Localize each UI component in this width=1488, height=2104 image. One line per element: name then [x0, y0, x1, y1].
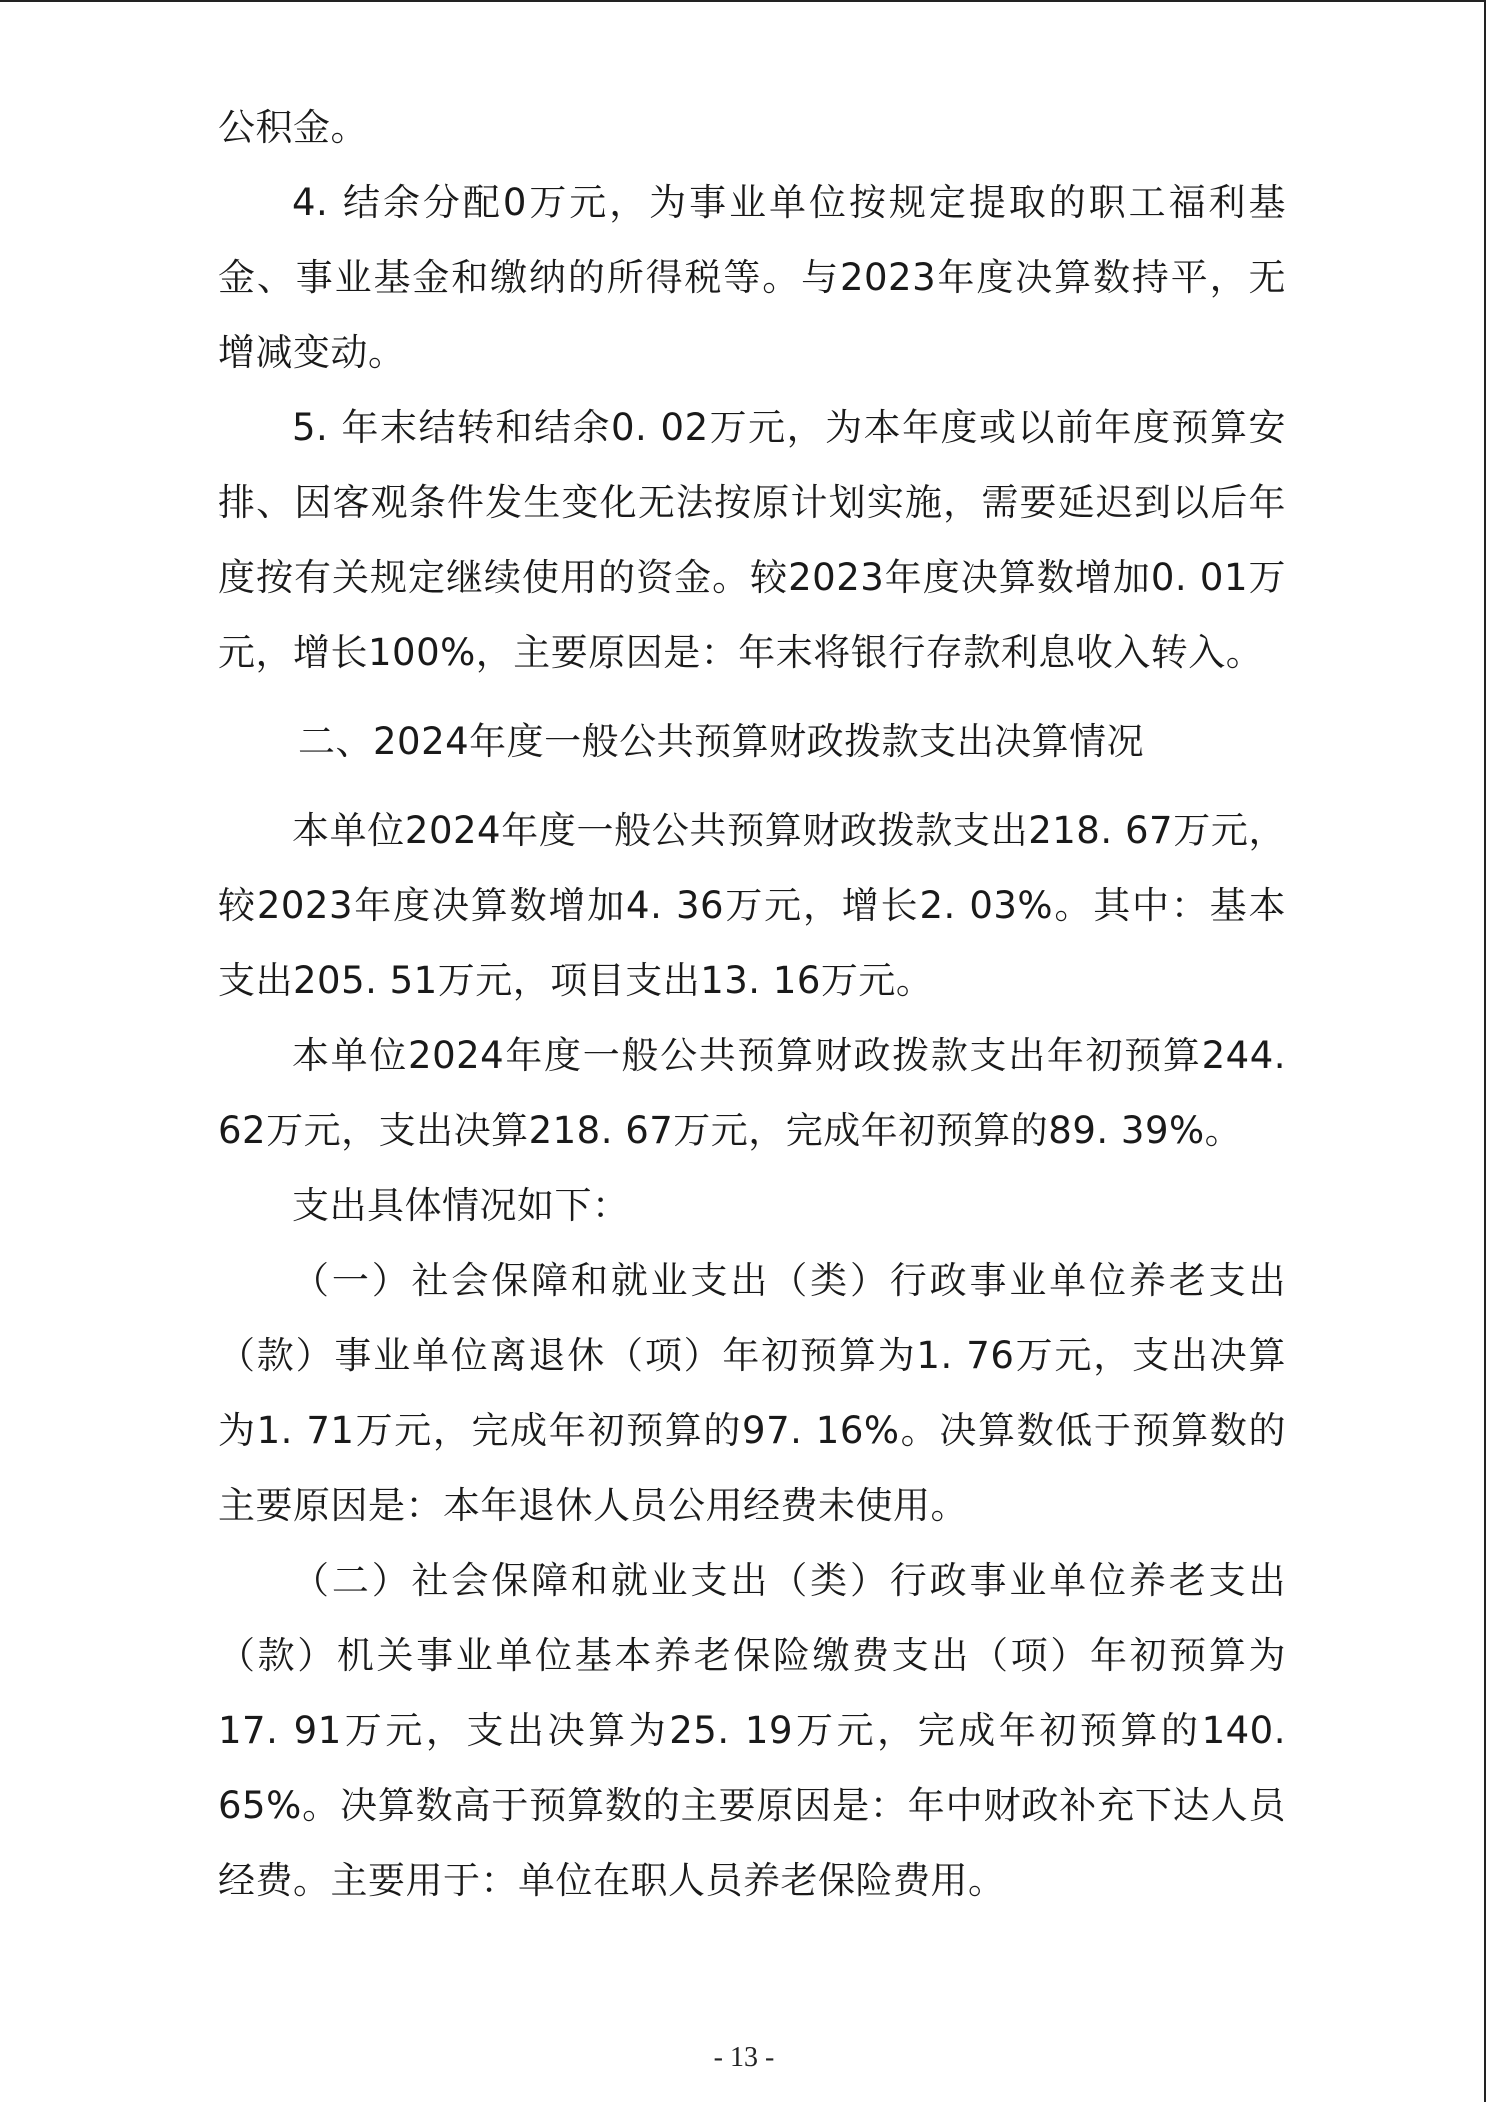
paragraph-item-one: （一）社会保障和就业支出（类）行政事业单位养老支出（款）事业单位离退休（项）年初预算为1. 76万元，支出决算为1. 71万元，完成年初预算的97. 16%。决算数低于预算数的主要原因是：本年退休人员公用经费未使用。	[218, 1259, 1286, 1527]
paragraph-expenditure-total: 本单位2024年度一般公共预算财政拨款支出218. 67万元，较2023年度决算数增加4. 36万元，增长2. 03%。其中：基本支出205. 51万元，项目支出13. 16万元。	[218, 809, 1286, 1002]
paragraph-year-end-balance: 5. 年末结转和结余0. 02万元，为本年度或以前年度预算安排、因客观条件发生变化无法按原计划实施，需要延迟到以后年度按有关规定继续使用的资金。较2023年度决算数增加0. 01万元，增长100%，主要原因是：年末将银行存款利息收入转入。	[218, 406, 1286, 674]
paragraph-budget-completion: 本单位2024年度一般公共预算财政拨款支出年初预算244. 62万元，支出决算218. 67万元，完成年初预算的89. 39%。	[218, 1034, 1286, 1152]
paragraph-surplus-distribution: 4. 结余分配0万元，为事业单位按规定提取的职工福利基金、事业基金和缴纳的所得税等。与2023年度决算数持平，无增减变动。	[218, 181, 1286, 374]
page-number: - 13 -	[713, 2042, 775, 2073]
paragraph-continuation: 公积金。	[218, 106, 368, 149]
paragraph-item-two: （二）社会保障和就业支出（类）行政事业单位养老支出（款）机关事业单位基本养老保险缴费支出（项）年初预算为17. 91万元，支出决算为25. 19万元，完成年初预算的140. 65%。决算数高于预算数的主要原因是：年中财政补充下达人员经费。主要用于：单位在职人员养老保险费用。	[218, 1559, 1286, 1902]
section-heading: 二、2024年度一般公共预算财政拨款支出决算情况	[298, 720, 1145, 763]
document-body	[218, 90, 1286, 1918]
paragraph-details-intro: 支出具体情况如下：	[292, 1184, 630, 1227]
